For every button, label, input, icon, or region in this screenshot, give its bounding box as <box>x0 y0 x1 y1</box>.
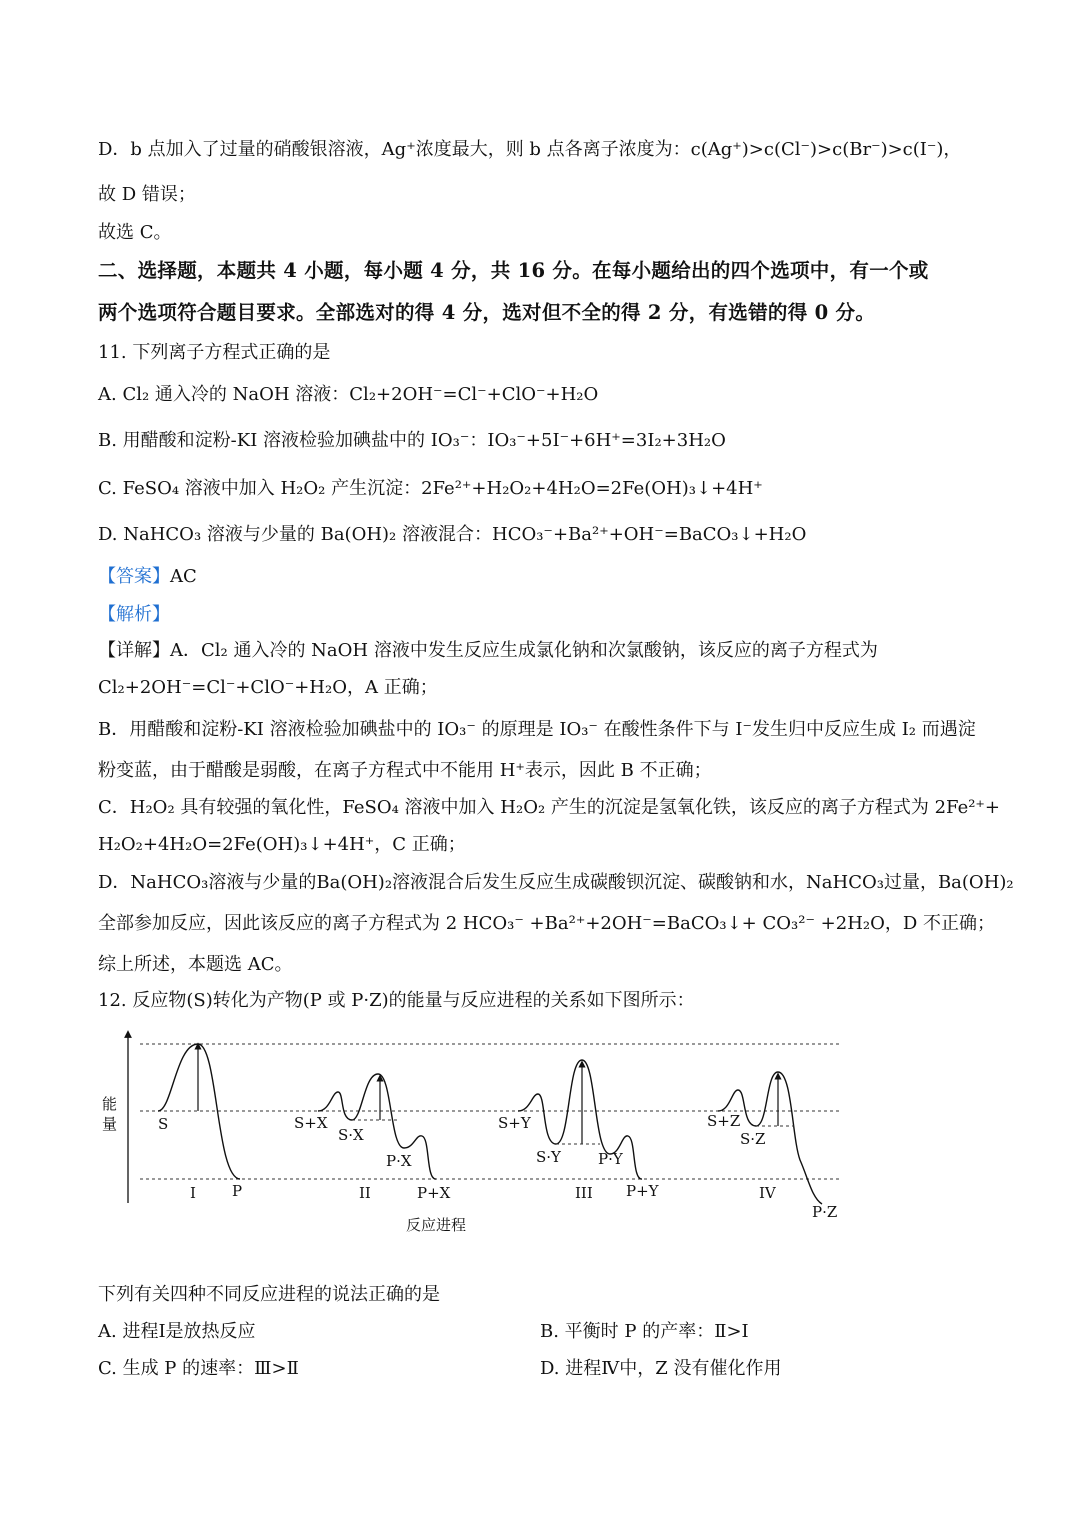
q12-stem: 12. 反应物(S)转化为产物(P 或 P·Z)的能量与反应进程的关系如下图所示： <box>98 990 695 1011</box>
q11-explain-c: C．H₂O₂ 具有较强的氧化性，FeSO₄ 溶液中加入 H₂O₂ 产生的沉淀是氢氧化铁，该反应的离子方程式为 2Fe²⁺+ <box>98 797 1001 818</box>
detail-tag: 【详解】 <box>98 640 170 661</box>
q11-summary: 综上所述，本题选 AC。 <box>98 954 293 975</box>
q11-option-a: A. Cl₂ 通入冷的 NaOH 溶液：Cl₂+2OH⁻=Cl⁻+ClO⁻+H₂O <box>98 384 599 405</box>
label-s-dot-y: S·Y <box>536 1148 561 1166</box>
label-p-dot-x: P·X <box>386 1152 412 1170</box>
choose-c: 故选 C。 <box>98 222 172 243</box>
label-p-plus-x: P+X <box>417 1184 451 1202</box>
q11-explain-c2: H₂O₂+4H₂O=2Fe(OH)₃↓+4H⁺，C 正确； <box>98 834 466 855</box>
energy-diagram <box>100 1028 860 1243</box>
label-s-plus-z: S+Z <box>707 1112 741 1130</box>
label-process-i: I <box>190 1184 196 1202</box>
label-s: S <box>158 1115 169 1133</box>
q11-explain-b2: 粉变蓝，由于醋酸是弱酸，在离子方程式中不能用 H⁺表示，因此 B 不正确； <box>98 760 712 781</box>
answer-tag: 【答案】 <box>98 566 170 587</box>
q11-option-b: B. 用醋酸和淀粉-KI 溶液检验加碘盐中的 IO₃⁻：IO₃⁻+5I⁻+6H⁺=3I₂+3H₂O <box>98 430 726 451</box>
label-p-dot-z: P·Z <box>812 1203 838 1221</box>
q11-option-d: D. NaHCO₃ 溶液与少量的 Ba(OH)₂ 溶液混合：HCO₃⁻+Ba²⁺+OH⁻=BaCO₃↓+H₂O <box>98 524 807 545</box>
q12-option-d: D. 进程Ⅳ中，Z 没有催化作用 <box>540 1358 782 1379</box>
section-header-line2: 两个选项符合题目要求。全部选对的得 4 分，选对但不全的得 2 分，有选错的得 0 分。 <box>98 301 876 324</box>
q11-explain-a2: Cl₂+2OH⁻=Cl⁻+ClO⁻+H₂O，A 正确； <box>98 677 438 698</box>
label-p-plus-y: P+Y <box>626 1182 659 1200</box>
xlabel-reaction-progress: 反应进程 <box>406 1216 467 1234</box>
q11-stem: 11. 下列离子方程式正确的是 <box>98 342 331 363</box>
label-p-dot-y: P·Y <box>598 1150 623 1168</box>
q11-explain-d2: 全部参加反应，因此该反应的离子方程式为 2 HCO₃⁻ +Ba²⁺+2OH⁻=BaCO₃↓+ CO₃²⁻ +2H₂O，D 不正确； <box>98 913 996 934</box>
q12-option-c: C. 生成 P 的速率：Ⅲ>Ⅱ <box>98 1358 299 1379</box>
answer-value: AC <box>170 566 197 587</box>
label-s-plus-x: S+X <box>294 1114 328 1132</box>
label-process-ii: II <box>359 1184 371 1202</box>
ylabel-energy-2: 量 <box>102 1115 118 1133</box>
q12-lead: 下列有关四种不同反应进程的说法正确的是 <box>98 1284 440 1305</box>
label-s-dot-x: S·X <box>338 1126 364 1144</box>
explain-a-text: A．Cl₂ 通入冷的 NaOH 溶液中发生反应生成氯化钠和次氯酸钠，该反应的离子方程式为 <box>170 640 878 661</box>
option-d-explanation: D．b 点加入了过量的硝酸银溶液，Ag⁺浓度最大，则 b 点各离子浓度为：c(Ag⁺)>c(Cl⁻)>c(Br⁻)>c(I⁻)， <box>98 139 962 160</box>
analysis-tag: 【解析】 <box>98 604 170 625</box>
q11-analysis-tag <box>98 603 170 627</box>
curve-process-ii <box>318 1074 436 1179</box>
q12-option-a: A. 进程Ⅰ是放热反应 <box>98 1321 256 1342</box>
section-header-line1: 二、选择题，本题共 4 小题，每小题 4 分，共 16 分。在每小题给出的四个选项中，有一个或 <box>98 259 929 282</box>
q11-answer <box>98 565 197 589</box>
q11-option-c: C. FeSO₄ 溶液中加入 H₂O₂ 产生沉淀：2Fe²⁺+H₂O₂+4H₂O=2Fe(OH)₃↓+4H⁺ <box>98 478 763 499</box>
q11-explain-a <box>98 639 878 663</box>
label-s-dot-z: S·Z <box>740 1130 766 1148</box>
q12-option-b: B. 平衡时 P 的产率：Ⅱ>Ⅰ <box>540 1321 749 1342</box>
label-process-iv: IV <box>759 1184 776 1202</box>
ylabel-energy-1: 能 <box>102 1095 118 1113</box>
label-p: P <box>232 1182 243 1200</box>
q11-explain-d: D．NaHCO₃溶液与少量的Ba(OH)₂溶液混合后发生反应生成碳酸钡沉淀、碳酸钠和水，NaHCO₃过量，Ba(OH)₂ <box>98 872 1014 893</box>
option-d-conclusion: 故 D 错误； <box>98 184 196 205</box>
label-process-iii: III <box>575 1184 593 1202</box>
q11-explain-b: B．用醋酸和淀粉-KI 溶液检验加碘盐中的 IO₃⁻ 的原理是 IO₃⁻ 在酸性条件下与 I⁻发生归中反应生成 I₂ 而遇淀 <box>98 719 976 740</box>
label-s-plus-y: S+Y <box>498 1114 531 1132</box>
